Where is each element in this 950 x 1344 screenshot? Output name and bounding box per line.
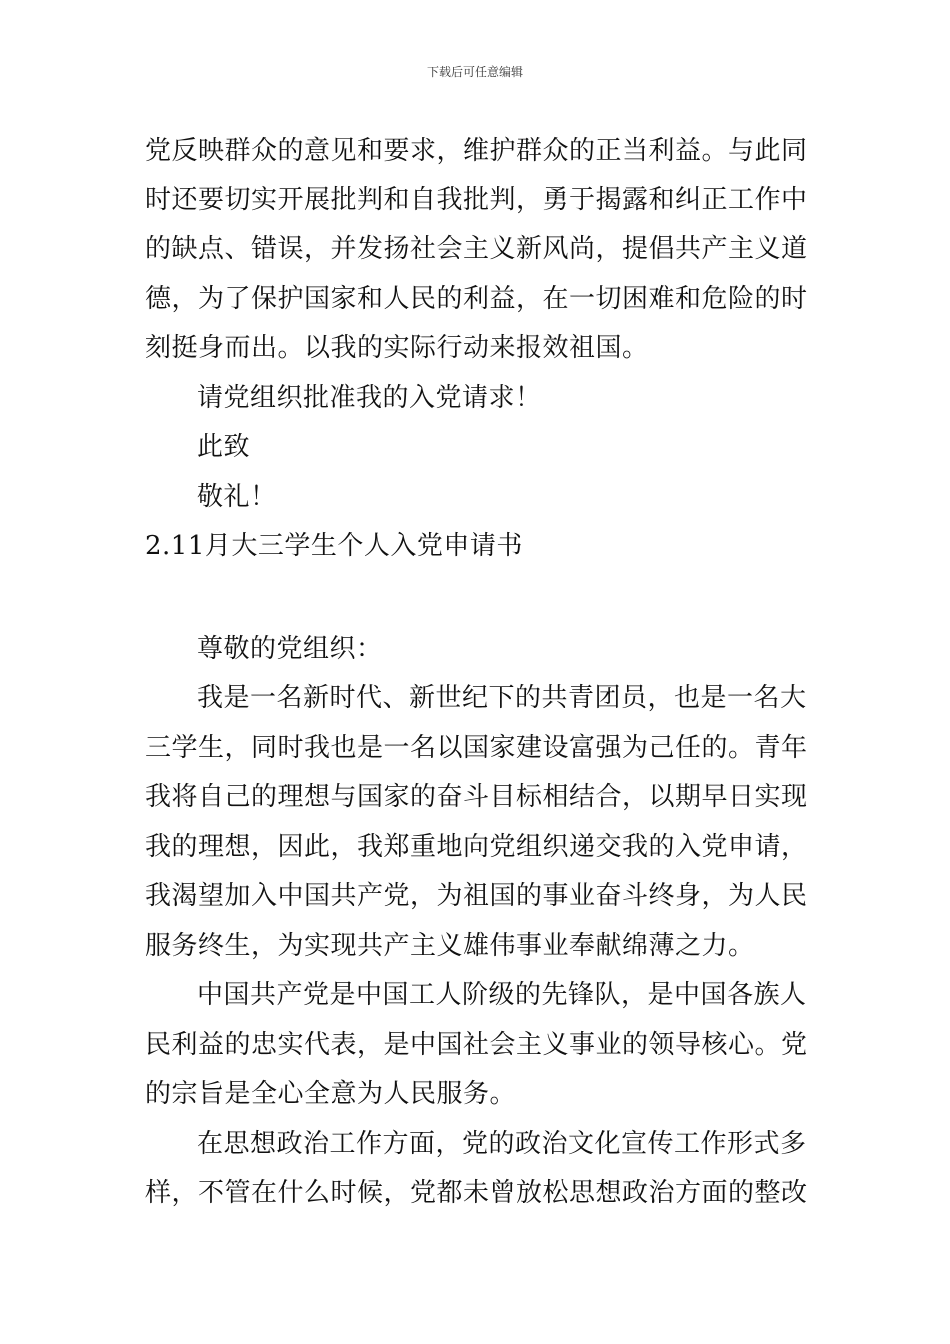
text-line: 党反映群众的意见和要求，维护群众的正当利益。与此同 xyxy=(145,136,808,166)
text-line: 中国共产党是中国工人阶级的先锋队，是中国各族人 xyxy=(197,980,807,1010)
text-line: 此致 xyxy=(197,432,251,462)
text-line: 我的理想，因此，我郑重地向党组织递交我的入党申请， xyxy=(145,832,808,862)
text-line: 请党组织批准我的入党请求！ xyxy=(197,383,542,413)
text-line: 我是一名新时代、新世纪下的共青团员，也是一名大 xyxy=(197,683,807,713)
text-line: 我渴望加入中国共产党，为祖国的事业奋斗终身，为人民 xyxy=(145,881,808,911)
text-line: 三学生，同时我也是一名以国家建设富强为己任的。青年 xyxy=(145,733,808,763)
text-line: 的宗旨是全心全意为人民服务。 xyxy=(145,1079,517,1109)
text-line: 德，为了保护国家和人民的利益，在一切困难和危险的时 xyxy=(145,284,808,314)
text-line: 样，不管在什么时候，党都未曾放松思想政治方面的整改 xyxy=(145,1178,808,1208)
text-line: 时还要切实开展批判和自我批判，勇于揭露和纠正工作中 xyxy=(145,185,808,215)
page-header: 下载后可任意编辑 xyxy=(426,65,523,79)
text-line: 在思想政治工作方面，党的政治文化宣传工作形式多 xyxy=(197,1129,807,1159)
text-line: 敬礼！ xyxy=(197,482,277,512)
text-line: 服务终生，为实现共产主义雄伟事业奉献绵薄之力。 xyxy=(145,931,755,961)
text-line: 民利益的忠实代表，是中国社会主义事业的领导核心。党 xyxy=(145,1030,808,1060)
salutation: 尊敬的党组织： xyxy=(197,634,383,664)
section-heading: 2.11月大三学生个人入党申请书 xyxy=(145,531,523,561)
text-line: 的缺点、错误，并发扬社会主义新风尚，提倡共产主义道 xyxy=(145,234,808,264)
text-line: 刻挺身而出。以我的实际行动来报效祖国。 xyxy=(145,333,649,363)
text-line: 我将自己的理想与国家的奋斗目标相结合，以期早日实现 xyxy=(145,782,808,812)
